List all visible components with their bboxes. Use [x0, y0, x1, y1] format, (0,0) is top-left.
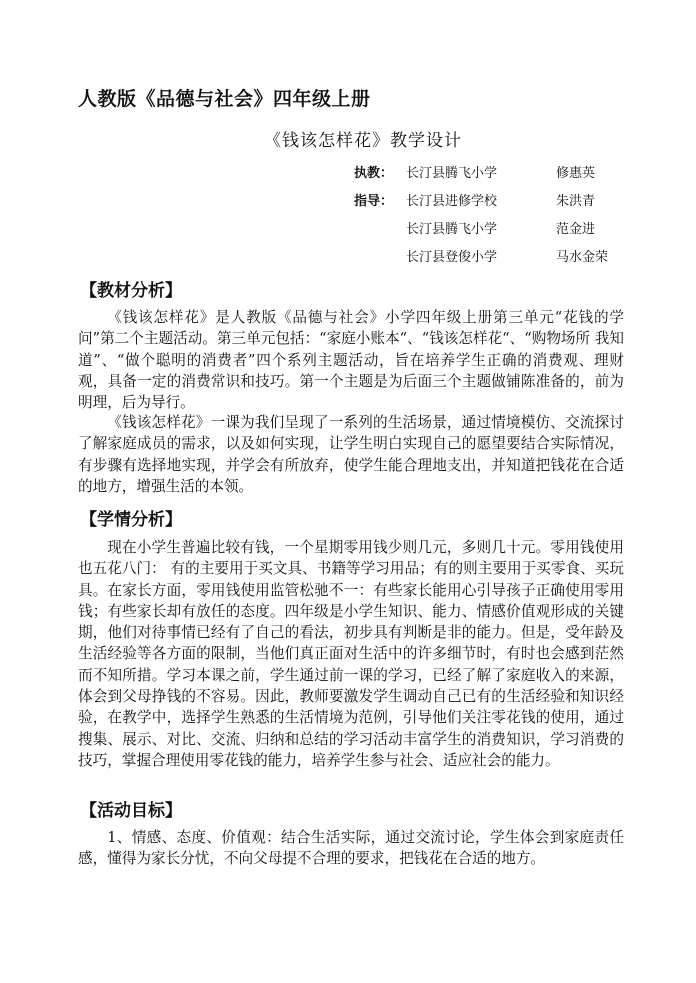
author-row	[0, 246, 696, 266]
section-paragraph: 《钱该怎样花》一课为我们呈现了一系列的生活场景，通过情境模仿、交流探讨了解家庭成员的需求，以及如何实现，让学生明白实现自己的愿望要结合实际情况，有步骤有选择地实现，并学会有所放弃，使学生能合理地支出，并知道把钱花在合适的地方，增强生活的本领。	[78, 414, 624, 495]
section-heading-learner-analysis: 【学情分析】	[80, 510, 182, 530]
author-role: 执教：	[354, 166, 394, 181]
author-name: 修惠英	[556, 166, 596, 181]
document-title: 《钱该怎样花》教学设计	[264, 131, 462, 151]
section-heading-activity-goals: 【活动目标】	[80, 801, 182, 821]
section-paragraph: 《钱该怎样花》是人教版《品德与社会》小学四年级上册第三单元“花钱的学问”第二个主题活动。第三单元包括：“家庭小账本“、“钱该怎样花“、“购物场所 我知道”、“做个聪明的消费者”四个系列主题活动，旨在培养学生正确的消费观、理财观，具备一定的消费常识和技巧。第一个主题是为后面三个主题做铺陈准备的，前为明理，后为导行。	[78, 309, 624, 412]
series-header: 人教版《品德与社会》四年级上册	[78, 88, 371, 110]
author-role: 指导：	[354, 194, 394, 209]
author-school: 长汀县登俊小学	[406, 250, 498, 265]
section-paragraph: 1、情感、态度、价值观：结合生活实际，通过交流讨论，学生体会到家庭责任感，懂得为家长分忧，不向父母提不合理的要求，把钱花在合适的地方。	[78, 829, 624, 868]
author-row	[0, 218, 696, 238]
author-name: 朱洪青	[556, 194, 596, 209]
author-name: 马水金荣	[556, 250, 609, 265]
author-school: 长汀县腾飞小学	[406, 166, 498, 181]
section-paragraph: 现在小学生普遍比较有钱，一个星期零用钱少则几元，多则几十元。零用钱使用也五花八门： 有的主要用于买文具、书籍等学习用品；有的则主要用于买零食、买玩具。在家长方面，零用钱使用监管松驰不一：有些家长能用心引导孩子正确使用零用钱；有些家长却有放任的态度。四年级是小学生知识、能力、情感价值观形成的关键期，他们对待事情已经有了自己的看法，初步具有判断是非的能力。但是，受年龄及生活经验等各方面的限制，当他们真正面对生活中的许多细节时，有时也会感到茫然而不知所措。学习本课之前，学生通过前一课的学习，已经了解了家庭收入的来源，体会到父母挣钱的不容易。因此，教师要激发学生调动自己已有的生活经验和知识经验，在教学中，选择学生熟悉的生活情境为范例，引导他们关注零花钱的使用，通过搜集、展示、对比、交流、归纳和总结的学习活动丰富学生的消费知识，学习消费的技巧，掌握合理使用零花钱的能力，培养学生参与社会、适应社会的能力。	[78, 539, 624, 769]
author-school: 长汀县腾飞小学	[406, 222, 498, 237]
author-school: 长汀县进修学校	[406, 194, 498, 209]
section-heading-textbook-analysis: 【教材分析】	[80, 281, 182, 301]
author-row	[0, 190, 696, 210]
author-name: 范金进	[556, 222, 596, 237]
author-row	[0, 162, 696, 182]
